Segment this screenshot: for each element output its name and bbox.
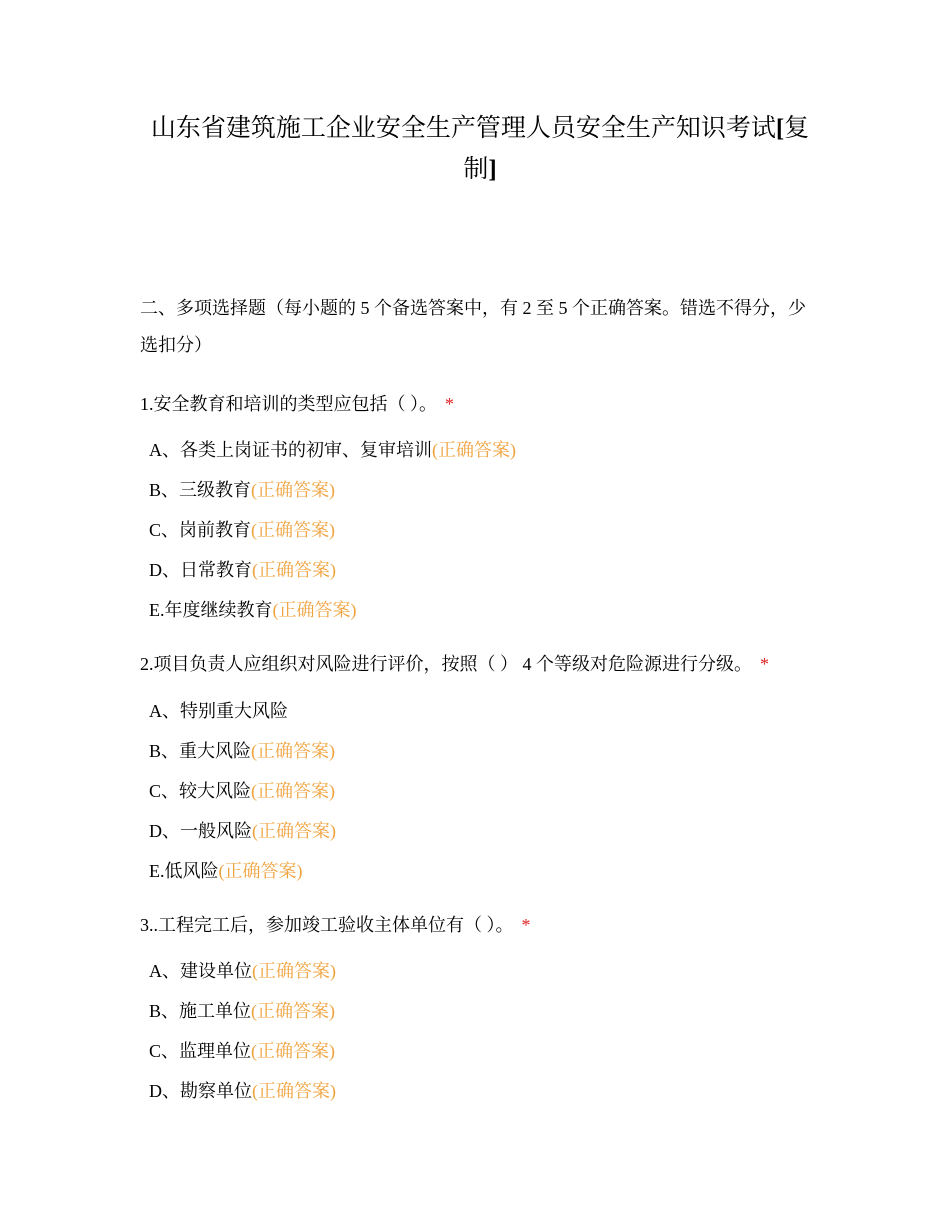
question-3-option-b[interactable] [149,998,335,1024]
correct-answer-mark: (正确答案) [251,1041,336,1061]
question-3 [140,912,531,938]
question-2-option-a[interactable] [149,698,288,724]
required-star: * [760,654,769,674]
correct-answer-mark: (正确答案) [251,480,336,500]
question-1-option-c[interactable] [149,517,335,543]
correct-answer-mark: (正确答案) [272,600,357,620]
question-1 [140,391,454,417]
question-1-option-e[interactable] [149,597,357,623]
required-star: * [521,915,531,935]
option-label: C、较大风险 [149,781,252,801]
title-main: 山东省建筑施工企业安全生产管理人员安全生产知识考试 [150,115,776,142]
option-label: D、日常教育 [149,560,252,580]
correct-answer-mark: (正确答案) [252,961,336,981]
correct-answer-mark: (正确答案) [218,861,303,881]
question-1-option-d[interactable] [149,557,336,583]
option-label: B、三级教育 [149,480,252,500]
option-label: B、施工单位 [149,1001,252,1021]
question-1-text: 1.安全教育和培训的类型应包括（ ）。 [140,394,437,414]
question-2-option-d[interactable] [149,818,336,844]
question-3-option-c[interactable] [149,1038,335,1064]
option-label: A、各类上岗证书的初审、复审培训 [149,440,432,460]
question-3-option-d[interactable] [149,1078,336,1104]
question-2-text: 2.项目负责人应组织对风险进行评价，按照（ ） 4 个等级对危险源进行分级。 [140,654,752,674]
option-label: C、监理单位 [149,1041,252,1061]
section-heading: 二、多项选择题（每小题的 5 个备选答案中，有 2 至 5 个正确答案。错选不得分，少选扣分） [140,298,806,355]
option-label: D、一般风险 [149,821,252,841]
question-1-option-a[interactable] [149,437,516,463]
correct-answer-mark: (正确答案) [252,1081,336,1101]
option-label: C、岗前教育 [149,520,252,540]
title-copy: 复制 [463,115,810,183]
title-bracket-close: ] [488,156,497,183]
correct-answer-mark: (正确答案) [252,821,336,841]
option-label: A、特别重大风险 [149,701,288,721]
correct-answer-mark: (正确答案) [252,560,336,580]
option-label: B、重大风险 [149,741,252,761]
question-2-option-b[interactable] [149,738,335,764]
option-label: E.低风险 [149,861,219,881]
question-2 [140,651,769,677]
question-2-option-e[interactable] [149,858,303,884]
question-3-text: 3..工程完工后，参加竣工验收主体单位有（ ）。 [140,915,514,935]
option-label: D、勘察单位 [149,1081,252,1101]
question-3-option-a[interactable] [149,958,336,984]
document-title [140,108,820,190]
title-bracket-open: [ [775,115,785,142]
correct-answer-mark: (正确答案) [251,520,336,540]
option-label: E.年度继续教育 [149,600,273,620]
question-2-option-c[interactable] [149,778,335,804]
question-1-option-b[interactable] [149,477,335,503]
required-star: * [445,394,454,414]
correct-answer-mark: (正确答案) [432,440,516,460]
correct-answer-mark: (正确答案) [251,1001,336,1021]
option-label: A、建设单位 [149,961,252,981]
correct-answer-mark: (正确答案) [251,781,336,801]
correct-answer-mark: (正确答案) [251,741,336,761]
